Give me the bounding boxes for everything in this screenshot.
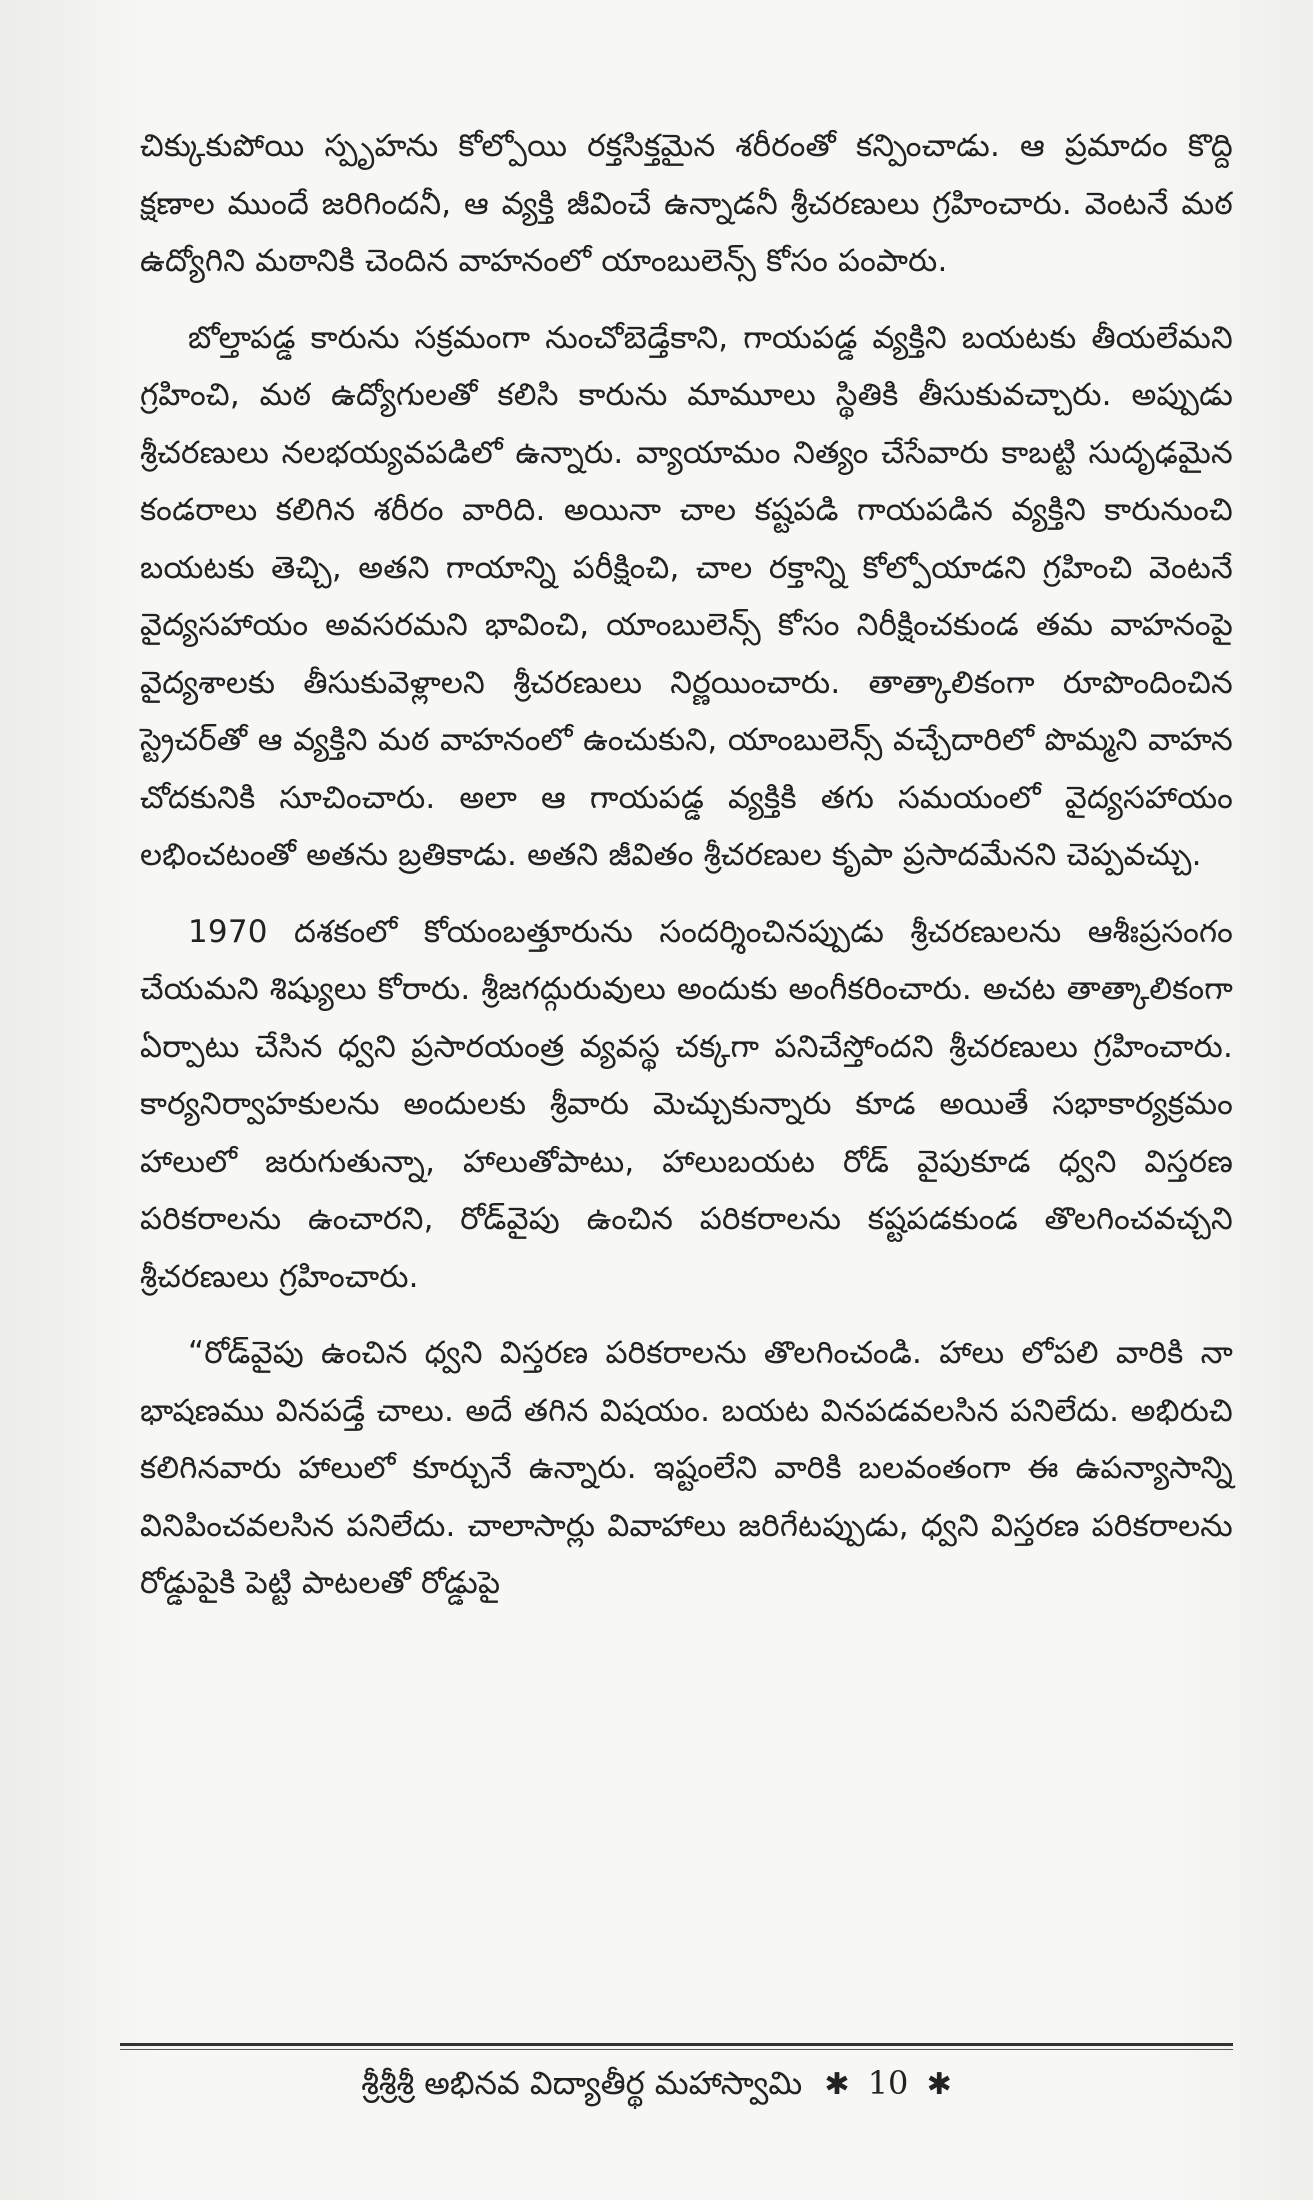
- footer-book-title: శ్రీశ్రీశ్రీ అభినవ విద్యాతీర్థ మహాస్వామి: [361, 2064, 803, 2102]
- star-ornament-icon: ✱: [926, 2067, 952, 2102]
- paragraph-4: “రోడ్‌వైపు ఉంచిన ధ్వని విస్తరణ పరికరాలను తొలగించండి. హాలు లోపలి వారికి నా భాషణము వినపడ్తే చాలు. అదే తగిన విషయం. బయట వినపడవలసిన పనిలేదు. అభిరుచి కలిగినవారు హాలులో కూర్చునే ఉన్నారు. ఇష్టంలేని వారికి బలవంతంగా ఈ ఉపన్యాసాన్ని వినిపించవలసిన పనిలేదు. చాలాసార్లు వివాహాలు జరిగేటప్పుడు, ధ్వని విస్తరణ పరికరాలను రోడ్డుపైకి పెట్టి పాటలతో రోడ్డుపై: [140, 1335, 1233, 1601]
- footer-divider: [120, 2043, 1233, 2050]
- page-footer: [0, 2058, 1313, 2110]
- page-body: [140, 118, 1233, 1613]
- page-number: 10: [867, 2064, 909, 2102]
- star-ornament-icon: ✱: [824, 2067, 850, 2102]
- paragraph-3: 1970 దశకంలో కోయంబత్తూరును సందర్శించినప్పుడు శ్రీచరణులను ఆశీఃప్రసంగం చేయమని శిష్యులు కోరారు. శ్రీజగద్గురువులు అందుకు అంగీకరించారు. అచట తాత్కాలికంగా ఏర్పాటు చేసిన ధ్వని ప్రసారయంత్ర వ్యవస్థ చక్కగా పనిచేస్తోందని శ్రీచరణులు గ్రహించారు. కార్యనిర్వాహకులను అందులకు శ్రీవారు మెచ్చుకున్నారు కూడ అయితే సభాకార్యక్రమం హాలులో జరుగుతున్నా, హాలుతోపాటు, హాలుబయట రోడ్ వైపుకూడ ధ్వని విస్తరణ పరికరాలను ఉంచారని, రోడ్‌వైపు ఉంచిన పరికరాలను కష్టపడకుండ తొలగించవచ్చని శ్రీచరణులు గ్రహించారు.: [140, 913, 1233, 1295]
- paragraph-1: చిక్కుకుపోయి స్పృహను కోల్పోయి రక్తసిక్తమైన శరీరంతో కన్పించాడు. ఆ ప్రమాదం కొద్ది క్షణాల ముందే జరిగిందనీ, ఆ వ్యక్తి జీవించే ఉన్నాడనీ శ్రీచరణులు గ్రహించారు. వెంటనే మఠ ఉద్యోగిని మఠానికి చెందిన వాహనంలో యాంబులెన్స్ కోసం పంపారు.: [140, 128, 1233, 279]
- paragraph-2: బోల్తాపడ్డ కారును సక్రమంగా నుంచోబెడ్తేకాని, గాయపడ్డ వ్యక్తిని బయటకు తీయలేమని గ్రహించి, మఠ ఉద్యోగులతో కలిసి కారును మామూలు స్థితికి తీసుకువచ్చారు. అప్పుడు శ్రీచరణులు నలభయ్యవపడిలో ఉన్నారు. వ్యాయామం నిత్యం చేసేవారు కాబట్టి సుదృఢమైన కండరాలు కలిగిన శరీరం వారిది. అయినా చాల కష్టపడి గాయపడిన వ్యక్తిని కారునుంచి బయటకు తెచ్చి, అతని గాయాన్ని పరీక్షించి, చాల రక్తాన్ని కోల్పోయాడని గ్రహించి వెంటనే వైద్యసహాయం అవసరమని భావించి, యాంబులెన్స్ కోసం నిరీక్షించకుండ తమ వాహనంపై వైద్యశాలకు తీసుకువెళ్లాలని శ్రీచరణులు నిర్ణయించారు. తాత్కాలికంగా రూపొందించిన స్ట్రెచర్‌తో ఆ వ్యక్తిని మఠ వాహనంలో ఉంచుకుని, యాంబులెన్స్ వచ్చేదారిలో పొమ్మని వాహన చోదకునికి సూచించారు. అలా ఆ గాయపడ్డ వ్యక్తికి తగు సమయంలో వైద్యసహాయం లభించటంతో అతను బ్రతికాడు. అతని జీవితం శ్రీచరణుల కృపా ప్రసాదమేనని చెప్పవచ్చు.: [140, 319, 1233, 873]
